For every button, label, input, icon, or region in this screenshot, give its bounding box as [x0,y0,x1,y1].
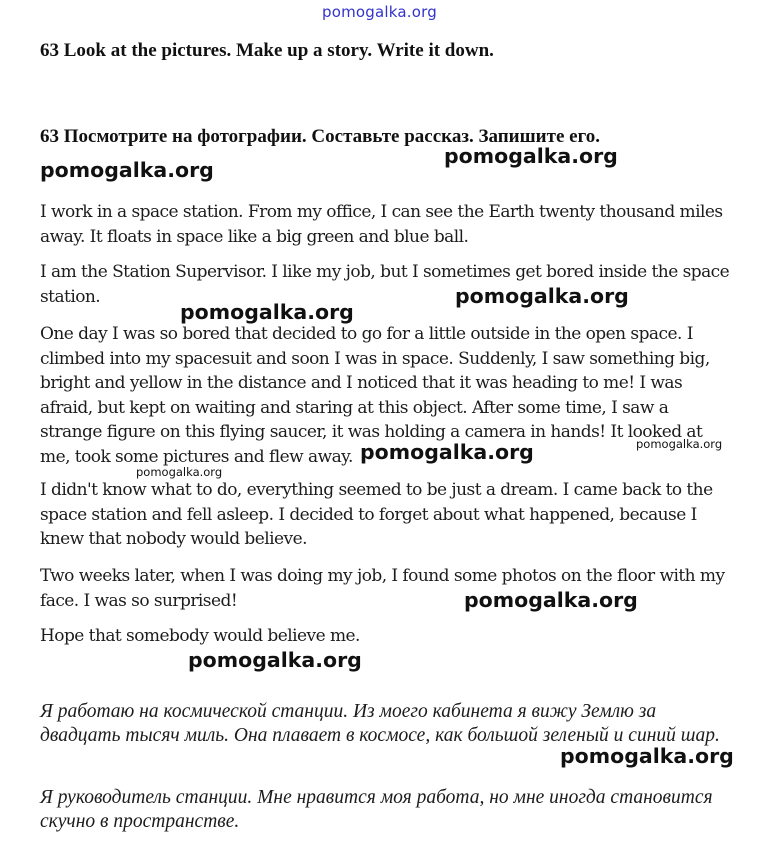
story-paragraph-3: One day I was so bored that decided to go for a little outside in the open space. I climbed into my spacesuit and soon I was in space. Suddenly, I saw something big, bright and yellow in the distance and I noticed that it was heading to me! I was afraid, but kept on waiting and staring at this object. After some time, I saw a strange figure on this flying saucer, it was holding a camera in hands! It looked at me, took some pictures and flew away. [40,324,710,467]
watermark: pomogalka.org [136,465,223,479]
watermark: pomogalka.org [40,158,214,182]
watermark: pomogalka.org [188,648,362,672]
watermark: pomogalka.org [180,300,354,324]
watermark: pomogalka.org [464,588,638,612]
watermark: pomogalka.org [444,144,618,168]
story-paragraph-2: I am the Station Supervisor. I like my job, but I sometimes get bored inside the space station. [40,262,730,307]
story-ru-paragraph-2: Я руководитель станции. Мне нравится моя работа, но мне иногда становится скучно в пространстве. [40,787,713,832]
watermark: pomogalka.org [360,440,534,464]
story-paragraph-5: Two weeks later, when I was doing my job, I found some photos on the floor with my face. I was so surprised! [40,566,725,611]
story-paragraph-6: Hope that somebody would believe me. [40,626,360,646]
watermark: pomogalka.org [455,284,629,308]
site-header[interactable]: pomogalka.org [322,3,437,21]
task-title-en: 63 Look at the pictures. Make up a story. Write it down. [40,40,494,61]
story-ru-paragraph-1: Я работаю на космической станции. Из моего кабинета я вижу Землю за двадцать тысяч миль. Она плавает в космосе, как большой зеленый и синий шар. [40,701,720,746]
task-title-ru: 63 Посмотрите на фотографии. Составьте рассказ. Запишите его. [40,126,600,147]
watermark: pomogalka.org [636,437,723,451]
story-paragraph-4: I didn't know what to do, everything seemed to be just a dream. I came back to the space station and fell asleep. I decided to forget about what happened, because I knew that nobody would believe. [40,480,713,549]
story-paragraph-1: I work in a space station. From my office, I can see the Earth twenty thousand miles away. It floats in space like a big green and blue ball. [40,202,723,247]
watermark: pomogalka.org [560,744,734,768]
